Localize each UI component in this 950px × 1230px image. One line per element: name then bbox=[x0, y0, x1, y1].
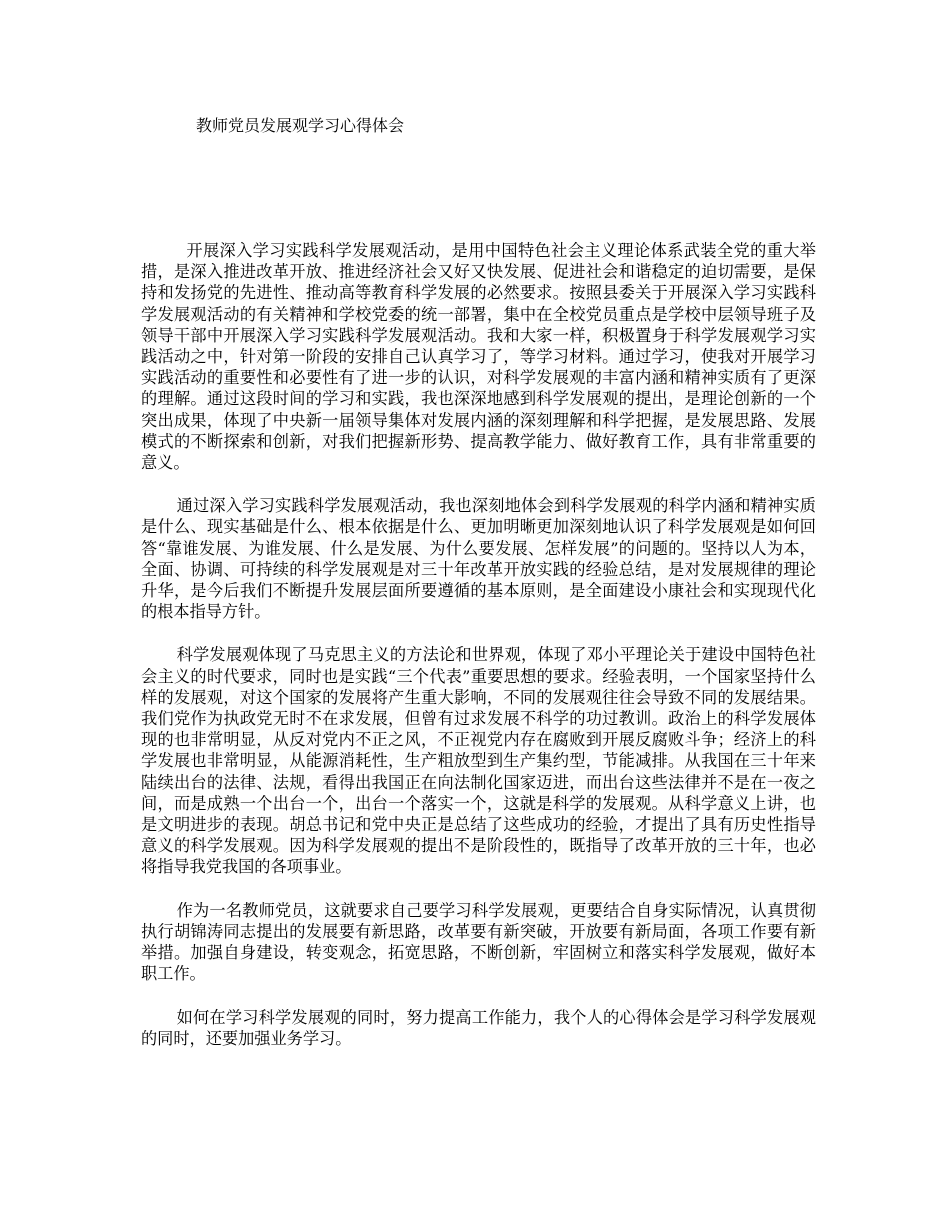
paragraph: 通过深入学习实践科学发展观活动，我也深刻地体会到科学发展观的科学内涵和精神实质是什么、现实基础是什么、根本依据是什么、更加明晰更加深刻地认识了科学发展观是如何回答“靠谁发展、为谁发展、什么是发展、为什么要发展、怎样发展”的问题的。坚持以人为本，全面、协调、可持续的科学发展观是对三十年改革开放实践的经验总结，是对发展规律的理论升华，是今后我们不断提升发展层面所要遵循的基本原则，是全面建设小康社会和实现现代化的根本指导方针。 bbox=[141, 496, 816, 622]
paragraph: 开展深入学习实践科学发展观活动，是用中国特色社会主义理论体系武装全党的重大举措，是深入推进改革开放、推进经济社会又好又快发展、促进社会和谐稳定的迫切需要，是保持和发扬党的先进性、推动高等教育科学发展的必然要求。按照县委关于开展深入学习实践科学发展观活动的有关精神和学校党委的统一部署，集中在全校党员重点是学校中层领导班子及领导干部中开展深入学习实践科学发展观活动。我和大家一样，积极置身于科学发展观学习实践活动之中，针对第一阶段的安排自己认真学习了，等学习材料。通过学习，使我对开展学习实践活动的重要性和必要性有了进一步的认识，对科学发展观的丰富内涵和精神实质有了更深的理解。通过这段时间的学习和实践，我也深深地感到科学发展观的提出，是理论创新的一个突出成果，体现了中央新一届领导集体对发展内涵的深刻理解和科学把握，是发展思路、发展模式的不断探索和创新，对我们把握新形势、提高教学能力、做好教育工作，具有非常重要的意义。 bbox=[141, 241, 816, 473]
document-body bbox=[141, 240, 816, 1071]
paragraph: 如何在学习科学发展观的同时，努力提高工作能力，我个人的心得体会是学习科学发展观的同时，还要加强业务学习。 bbox=[141, 1007, 816, 1048]
paragraph: 科学发展观体现了马克思主义的方法论和世界观，体现了邓小平理论关于建设中国特色社会主义的时代要求，同时也是实践“三个代表”重要思想的要求。经验表明，一个国家坚持什么样的发展观，对这个国家的发展将产生重大影响，不同的发展观往往会导致不同的发展结果。我们党作为执政党无时不在求发展，但曾有过求发展不科学的功过教训。政治上的科学发展体现的也非常明显，从反对党内不正之风，不正视党内存在腐败到开展反腐败斗争；经济上的科学发展也非常明显，从能源消耗性，生产粗放型到生产集约型，节能减排。从我国在三十年来陆续出台的法律、法规，看得出我国正在向法制化国家迈进，而出台这些法律并不是在一夜之间，而是成熟一个出台一个，出台一个落实一个，这就是科学的发展观。从科学意义上讲，也是文明进步的表现。胡总书记和党中央正是总结了这些成功的经验，才提出了具有历史性指导意义的科学发展观。因为科学发展观的提出不是阶段性的，既指导了改革开放的三十年，也必将指导我党我国的各项事业。 bbox=[141, 645, 816, 877]
paragraph: 作为一名教师党员，这就要求自己要学习科学发展观，更要结合自身实际情况，认真贯彻执行胡锦涛同志提出的发展要有新思路，改革要有新突破，开放要有新局面，各项工作要有新举措。加强自身建设，转变观念，拓宽思路，不断创新，牢固树立和落实科学发展观，做好本职工作。 bbox=[141, 900, 816, 984]
document-title: 教师党员发展观学习心得体会 bbox=[196, 116, 405, 135]
